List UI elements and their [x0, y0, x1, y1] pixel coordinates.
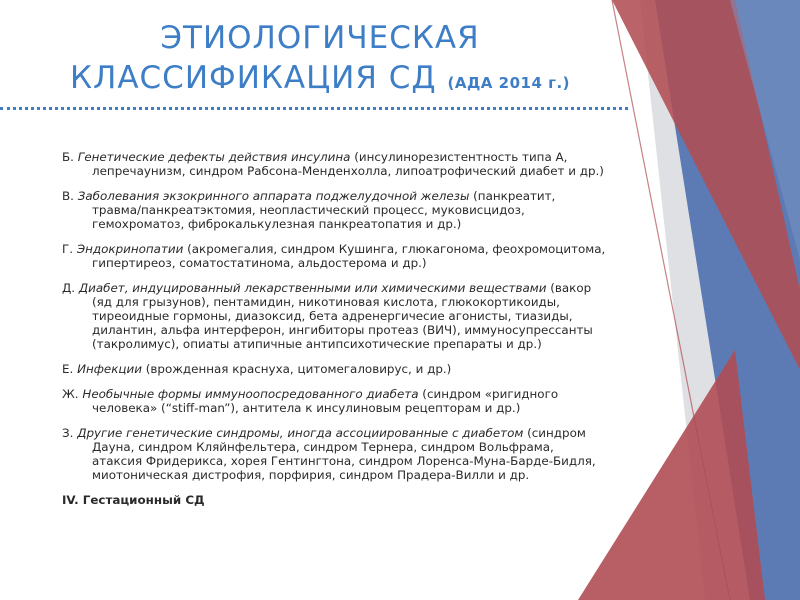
item-details: (синдром «ригидного человека» (“stiff-man”), антитела к инсулиновым рецепторам и др.) [92, 387, 559, 415]
item-prefix: В. [62, 189, 78, 203]
list-item-g [62, 242, 607, 270]
list-item-z [62, 426, 607, 482]
item-details: (инсулинорезистентность типа А, лепречаунизм, синдром Рабсона-Менденхолла, липоатрофический диабет и др.) [92, 150, 604, 178]
dotted-divider [0, 107, 628, 110]
item-heading: Инфекции [77, 362, 142, 376]
item-details: (врожденная краснуха, цитомегаловирус, и др.) [141, 362, 452, 376]
list-item-e [62, 362, 607, 376]
title-line-2-text: КЛАССИФИКАЦИЯ СД [70, 60, 437, 96]
item-heading: Другие генетические синдромы, иногда ассоциированные с диабетом [77, 426, 524, 440]
item-details: (акромегалия, синдром Кушинга, глюкагонома, феохромоцитома, гипертиреоз, соматостатинома, альдостерома и др.) [92, 242, 606, 270]
item-details: (синдром Дауна, синдром Кляйнфельтера, синдром Тернера, синдром Вольфрама, атаксия Фридерикса, хорея Гентингтона, синдром Лоренса-Муна-Барде-Бидля, миотоническая дистрофия, порфирия, синдром Прадера-Вилли и др. [92, 426, 596, 482]
item-prefix: Б. [62, 150, 78, 164]
list-item-v [62, 189, 607, 231]
title-line-2 [40, 58, 600, 103]
item-prefix: Г. [62, 242, 77, 256]
item-prefix: Д. [62, 281, 79, 295]
classification-list [62, 150, 607, 518]
page-title [40, 18, 600, 103]
item-heading: Диабет, индуцированный лекарственными или химическими веществами [78, 281, 547, 295]
list-item-zh [62, 387, 607, 415]
item-details: (вакор (яд для грызунов), пентамидин, никотиновая кислота, глюкокортикоиды, тиреоидные гормоны, диазоксид, бета адренергичесие агонисты, тиазиды, дилантин, альфа интерферон, ингибиторы протеаз (ВИЧ), иммуносупрессанты (такролимус), опиаты атипичные антипсихотические препараты и др.) [92, 281, 593, 351]
list-item-b [62, 150, 607, 178]
item-heading: Необычные формы иммуноопосредованного диабета [82, 387, 419, 401]
list-item-d [62, 281, 607, 351]
item-heading: Генетические дефекты действия инсулина [77, 150, 351, 164]
item-heading: Эндокринопатии [76, 242, 184, 256]
item-prefix: Ж. [62, 387, 83, 401]
title-line-1: ЭТИОЛОГИЧЕСКАЯ [160, 20, 480, 56]
item-prefix: Е. [62, 362, 78, 376]
list-item-gestational: IV. Гестационный СД [62, 493, 205, 507]
title-subtitle: (АДА 2014 г.) [447, 74, 570, 92]
item-prefix: З. [62, 426, 78, 440]
item-heading: Заболевания экзокринного аппарата поджелудочной железы [77, 189, 470, 203]
item-details: (панкреатит, травма/панкреатэктомия, неопластический процесс, муковисцидоз, гемохроматоз, фиброкалькулезная панкреатопатия и др.) [92, 189, 556, 231]
